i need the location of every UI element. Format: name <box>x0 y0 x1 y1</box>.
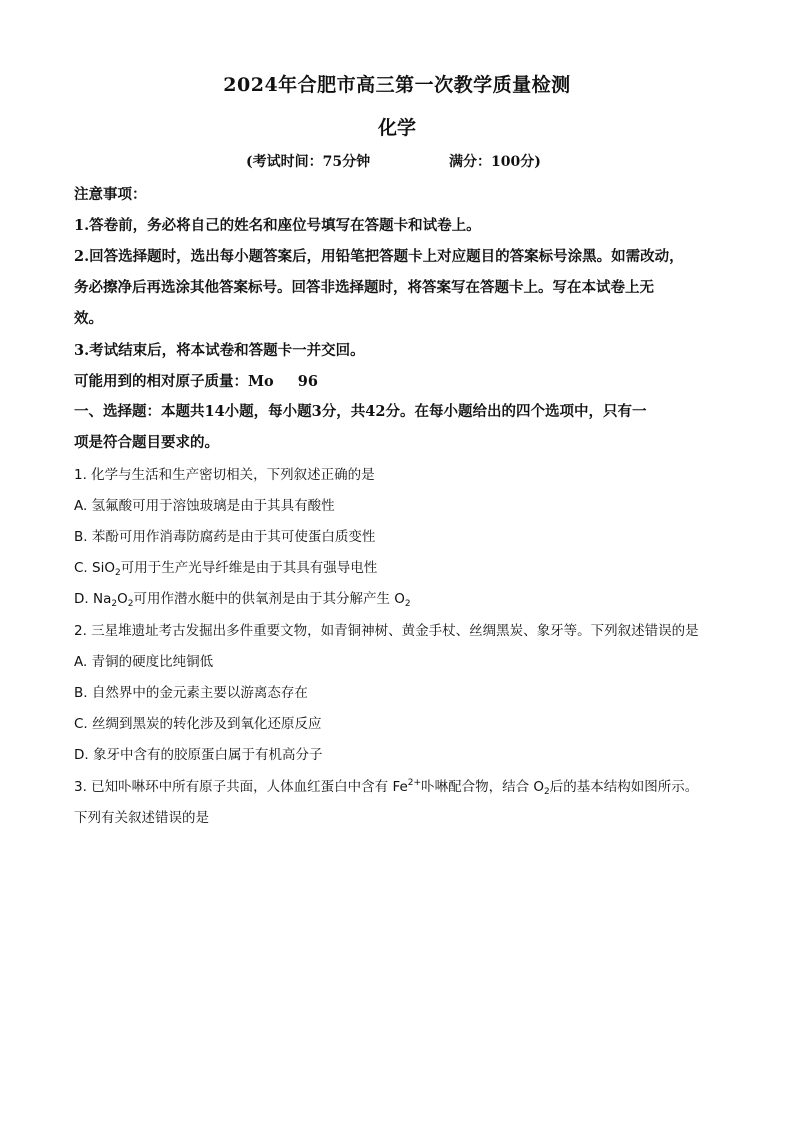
q1-d-text-3: 可用作潜水艇中的供氧剂是由于其分解产生 O <box>133 591 405 607</box>
q3-sup: 2+ <box>407 778 422 788</box>
q2-option-a: A. 青铜的硬度比纯铜低 <box>74 654 214 670</box>
q1-option-b: B. 苯酚可用作消毒防腐药是由于其可使蛋白质变性 <box>74 529 376 545</box>
q3-stem-line-2: 下列有关叙述错误的是 <box>74 810 209 826</box>
exam-score: 满分：100分) <box>449 154 541 170</box>
q2-option-d: D. 象牙中含有的胶原蛋白属于有机高分子 <box>74 747 323 763</box>
q1-option-a: A. 氢氟酸可用于溶蚀玻璃是由于其具有酸性 <box>74 498 335 514</box>
q3-text-2: 卟啉配合物，结合 O <box>421 779 544 795</box>
q2-stem: 2. 三星堆遗址考古发掘出多件重要文物，如青铜神树、黄金手杖、丝绸黑炭、象牙等。下列叙述错误的是 <box>74 623 699 639</box>
q1-option-d <box>74 587 411 609</box>
notice-item-2-line-2: 务必擦净后再选涂其他答案标号。回答非选择题时，将答案写在答题卡上。写在本试卷上无 <box>74 279 654 296</box>
q1-c-sub: 2 <box>114 568 121 578</box>
q3-text-1: 3. 已知卟啉环中所有原子共面，人体血红蛋白中含有 Fe <box>74 779 408 795</box>
notice-item-2-line-3: 效。 <box>74 310 103 327</box>
notice-item-2-line-1: 2.回答选择题时，选出每小题答案后，用铅笔把答题卡上对应题目的答案标号涂黑。如需改动， <box>74 248 684 265</box>
section1-line-1: 一、选择题：本题共14小题，每小题3分，共42分。在每小题给出的四个选项中，只有一 <box>74 403 647 420</box>
q1-d-text-1: D. Na <box>74 591 112 607</box>
exam-time: (考试时间：75分钟 <box>246 154 371 170</box>
q1-d-sub-3: 2 <box>404 599 411 609</box>
notice-item-1: 1.答卷前，务必将自己的姓名和座位号填写在答题卡和试卷上。 <box>74 217 481 234</box>
q2-option-c: C. 丝绸到黑炭的转化涉及到氧化还原反应 <box>74 716 322 732</box>
subject-title: 化学 <box>377 117 416 139</box>
q2-option-b: B. 自然界中的金元素主要以游离态存在 <box>74 685 308 701</box>
section1-line-2: 项是符合题目要求的。 <box>74 434 219 451</box>
atomic-mass-label: 可能用到的相对原子质量：Mo <box>74 373 274 390</box>
q1-option-c <box>74 556 377 578</box>
q1-c-text-2: 可用于生产光导纤维是由于其具有强导电性 <box>120 560 378 576</box>
q1-stem: 1. 化学与生活和生产密切相关，下列叙述正确的是 <box>74 467 375 483</box>
q3-text-3: 后的基本结构如图所示。 <box>549 779 699 795</box>
q3-stem <box>74 775 698 797</box>
exam-title: 2024年合肥市高三第一次教学质量检测 <box>223 74 571 96</box>
q1-d-text-2: O <box>117 591 128 607</box>
q3-sub: 2 <box>544 787 550 797</box>
q1-d-sub-1: 2 <box>111 599 118 609</box>
q1-c-text-1: C. SiO <box>74 560 115 576</box>
atomic-mass-line <box>74 370 318 391</box>
notice-heading: 注意事项： <box>74 186 147 203</box>
q1-d-sub-2: 2 <box>127 599 134 609</box>
notice-item-3: 3.考试结束后，将本试卷和答题卡一并交回。 <box>74 342 365 359</box>
atomic-mass-value: 96 <box>297 373 318 390</box>
